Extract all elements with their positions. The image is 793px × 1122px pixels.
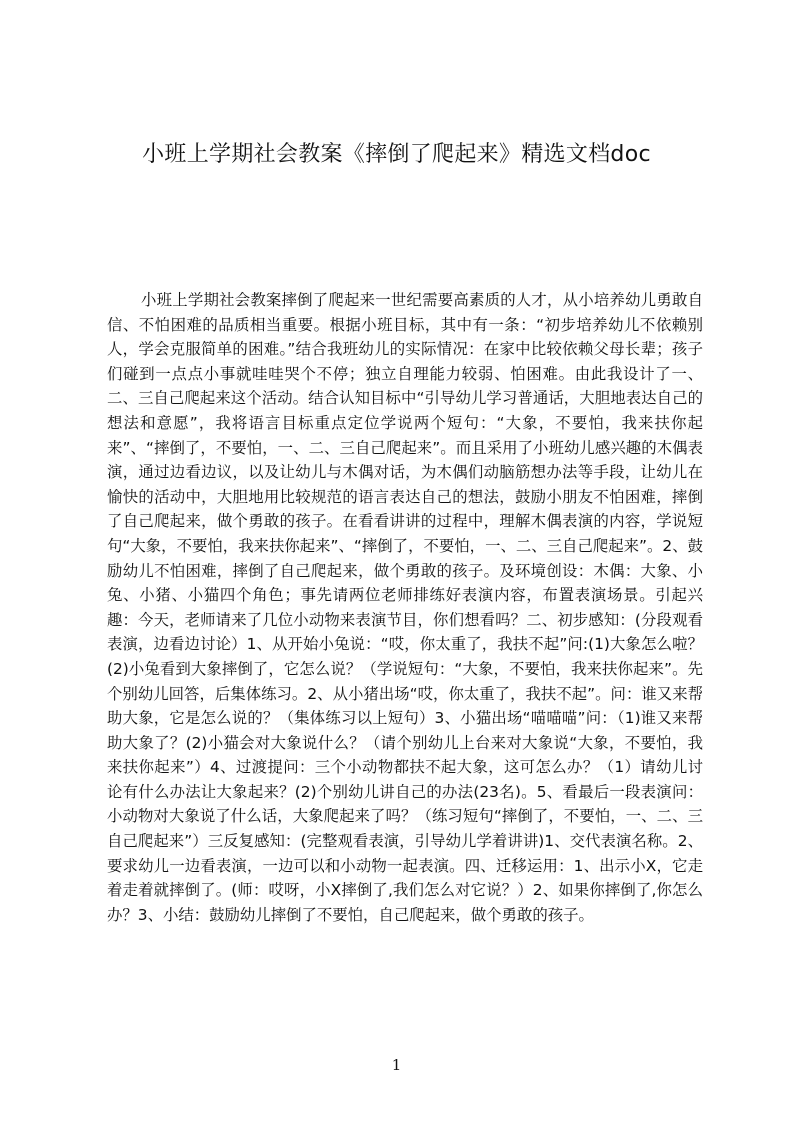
document-title: 小班上学期社会教案《摔倒了爬起来》精选文档doc <box>142 142 651 167</box>
page-number: 1 <box>391 1056 402 1074</box>
document-body-paragraph: 小班上学期社会教案摔倒了爬起来一世纪需要高素质的人才，从小培养幼儿勇敢自信、不怕困难的品质相当重要。根据小班目标，其中有一条：“初步培养幼儿不依赖别人，学会克服简单的困难。”结合我班幼儿的实际情况：在家中比较依赖父母长辈；孩子们碰到一点点小事就哇哇哭个不停；独立自理能力较弱、怕困难。由此我设计了一、二、三自己爬起来这个活动。结合认知目标中“引导幼儿学习普通话，大胆地表达自己的想法和意愿”，我将语言目标重点定位学说两个短句：“大象，不要怕，我来扶你起来”、“摔倒了，不要怕，一、二、三自己爬起来”。而且采用了小班幼儿感兴趣的木偶表演，通过边看边议，以及让幼儿与木偶对话，为木偶们动脑筋想办法等手段，让幼儿在愉快的活动中，大胆地用比较规范的语言表达自己的想法，鼓励小朋友不怕困难，摔倒了自己爬起来，做个勇敢的孩子。在看看讲讲的过程中，理解木偶表演的内容，学说短句“大象，不要怕，我来扶你起来”、“摔倒了，不要怕，一、二、三自己爬起来”。2、鼓励幼儿不怕困难，摔倒了自己爬起来，做个勇敢的孩子。及环境创设：木偶：大象、小兔、小猪、小猫四个角色；事先请两位老师排练好表演内容，布置表演场景。引起兴趣：今天，老师请来了几位小动物来表演节目，你们想看吗？二、初步感知：(分段观看表演，边看边讨论）1、从开始小兔说：“哎，你太重了，我扶不起”问:(1)大象怎么啦？(2)小兔看到大象摔倒了，它怎么说？（学说短句：“大象，不要怕，我来扶你起来”。先个别幼儿回答，后集体练习。2、从小猪出场“哎，你太重了，我扶不起”。问：谁又来帮助大象，它是怎么说的？（集体练习以上短句）3、小猫出场“喵喵喵”问：（1)谁又来帮助大象了？(2)小猫会对大象说什么？（请个别幼儿上台来对大象说“大象，不要怕，我来扶你起来”）4、过渡提问：三个小动物都扶不起大象，这可怎么办？（1）请幼儿讨论有什么办法让大象起来？(2)个别幼儿讲自己的办法(23名)。5、看最后一段表演问：小动物对大象说了什么话，大象爬起来了吗？（练习短句“摔倒了，不要怕，一、二、三自己爬起来”）三反复感知：(完整观看表演，引导幼儿学着讲讲)1、交代表演名称。2、要求幼儿一边看表演，一边可以和小动物一起表演。四、迁移运用：1、出示小X，它走着走着就摔倒了。(师：哎呀，小X摔倒了,我们怎么对它说？）2、如果你摔倒了,你怎么办？3、小结：鼓励幼儿摔倒了不要怕，自己爬起来，做个勇敢的孩子。 <box>107 291 703 924</box>
